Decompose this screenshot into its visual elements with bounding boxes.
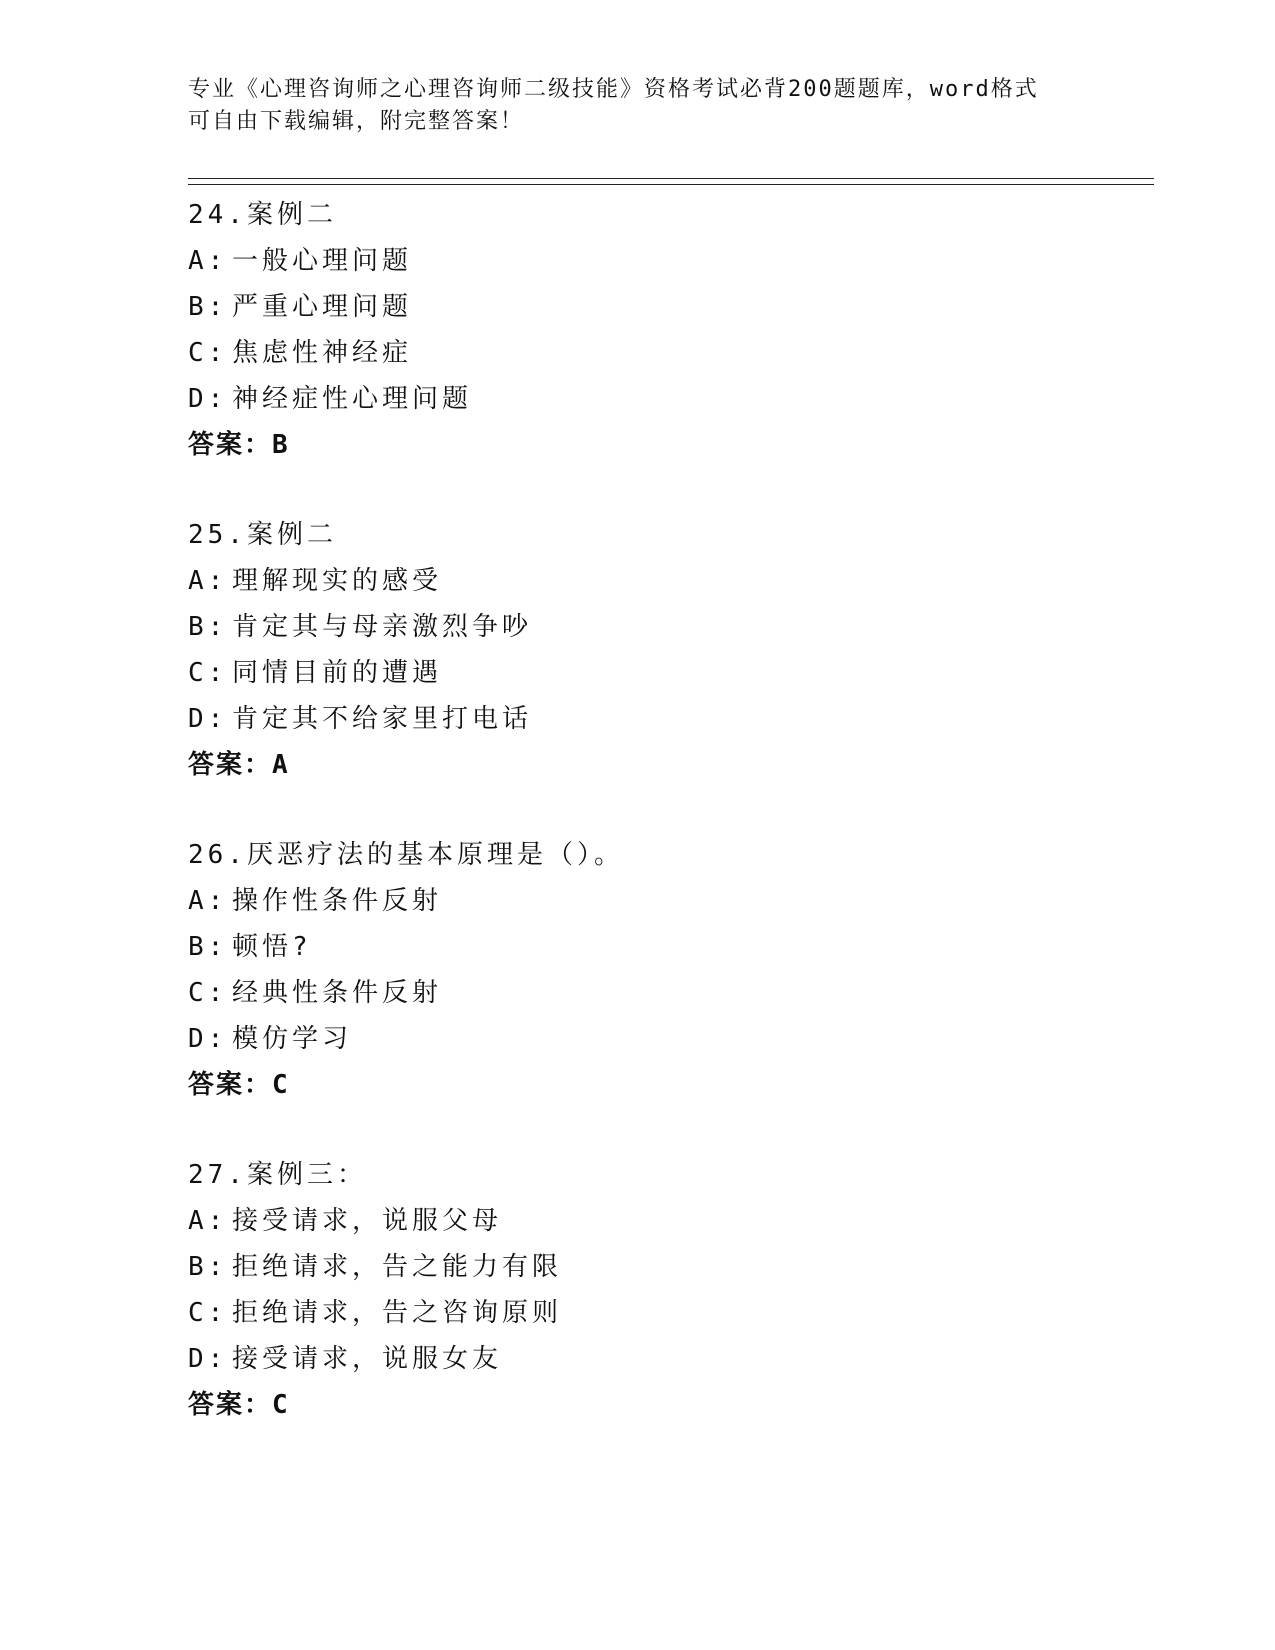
question-block (188, 192, 1154, 468)
option-text: 肯定其不给家里打电话 (232, 704, 533, 734)
option-a (188, 878, 1154, 924)
option-letter: D: (188, 704, 228, 734)
option-letter: A: (188, 566, 228, 596)
question-stem: 25.案例二 (188, 520, 337, 550)
option-text: 操作性条件反射 (232, 886, 443, 916)
option-a (188, 1198, 1154, 1244)
question-list (188, 192, 1154, 1472)
option-letter: A: (188, 886, 228, 916)
option-b (188, 924, 1154, 970)
option-text: 严重心理问题 (232, 292, 413, 322)
option-c (188, 330, 1154, 376)
option-text: 理解现实的感受 (232, 566, 443, 596)
option-a (188, 238, 1154, 284)
option-letter: C: (188, 338, 228, 368)
header-line-2: 可自由下载编辑，附完整答案！ (188, 109, 525, 134)
answer-line: 答案：A (188, 750, 290, 780)
option-letter: D: (188, 1344, 228, 1374)
header-divider-top (188, 178, 1154, 179)
option-letter: B: (188, 1252, 228, 1282)
answer-line: 答案：C (188, 1390, 290, 1420)
option-text: 肯定其与母亲激烈争吵 (232, 612, 533, 642)
option-a (188, 558, 1154, 604)
answer-line: 答案：B (188, 430, 290, 460)
option-text: 神经症性心理问题 (232, 384, 473, 414)
option-c (188, 650, 1154, 696)
question-block (188, 1152, 1154, 1428)
option-letter: D: (188, 1024, 228, 1054)
option-b (188, 284, 1154, 330)
answer-line: 答案：C (188, 1070, 290, 1100)
option-b (188, 604, 1154, 650)
option-b (188, 1244, 1154, 1290)
option-d (188, 376, 1154, 422)
option-text: 一般心理问题 (232, 246, 413, 276)
option-d (188, 1336, 1154, 1382)
option-d (188, 696, 1154, 742)
option-text: 顿悟? (232, 932, 312, 962)
document-header (188, 74, 1088, 138)
option-letter: B: (188, 612, 228, 642)
option-d (188, 1016, 1154, 1062)
question-block (188, 832, 1154, 1108)
option-text: 同情目前的遭遇 (232, 658, 443, 688)
option-c (188, 1290, 1154, 1336)
option-text: 焦虑性神经症 (232, 338, 413, 368)
option-letter: C: (188, 658, 228, 688)
option-letter: C: (188, 1298, 228, 1328)
question-block (188, 512, 1154, 788)
option-letter: A: (188, 1206, 228, 1236)
option-text: 模仿学习 (232, 1024, 353, 1054)
option-letter: D: (188, 384, 228, 414)
option-c (188, 970, 1154, 1016)
question-stem: 24.案例二 (188, 200, 337, 230)
option-text: 经典性条件反射 (232, 978, 443, 1008)
question-stem: 26.厌恶疗法的基本原理是（）。 (188, 840, 624, 870)
option-text: 接受请求，说服父母 (232, 1206, 503, 1236)
header-line-1: 专业《心理咨询师之心理咨询师二级技能》资格考试必背200题题库，word格式 (188, 77, 1039, 102)
header-divider-bottom (188, 184, 1154, 185)
option-text: 拒绝请求，告之咨询原则 (232, 1298, 563, 1328)
option-letter: B: (188, 932, 228, 962)
option-letter: C: (188, 978, 228, 1008)
option-letter: B: (188, 292, 228, 322)
option-text: 接受请求，说服女友 (232, 1344, 503, 1374)
option-text: 拒绝请求，告之能力有限 (232, 1252, 563, 1282)
question-stem: 27.案例三： (188, 1160, 367, 1190)
option-letter: A: (188, 246, 228, 276)
